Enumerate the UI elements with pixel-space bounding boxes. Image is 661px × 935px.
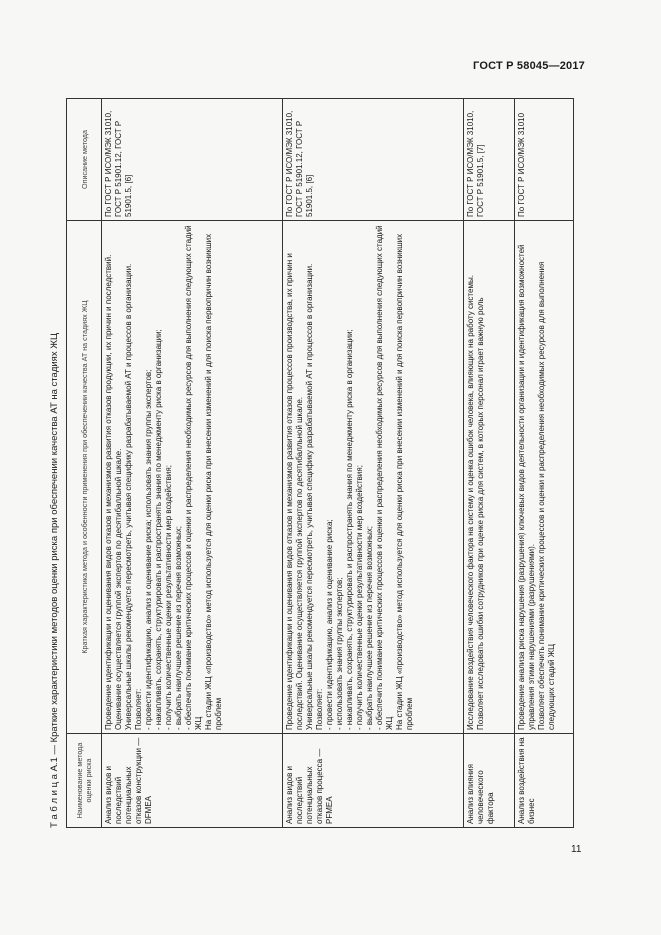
list-item: - провести идентификацию, анализ и оценивание риска; xyxy=(325,224,335,730)
table-header-row xyxy=(67,99,102,828)
method-characteristics xyxy=(464,221,515,734)
method-characteristics xyxy=(283,221,464,734)
method-characteristics xyxy=(102,221,283,734)
column-header-description: Описание метода xyxy=(67,99,102,221)
list-item: - обеспечить понимание критических процессов и оценки и распределения необходимых ресурсов для выполнения следующих стадий ЖЦ xyxy=(184,224,204,730)
method-intro: Проведение идентификации и оценивания видов отказов и механизмов развития отказов продукции, их причин и последствий. Оценивание осуществляется группой экспертов по десятибалльной шкале. xyxy=(104,254,123,730)
standard-header: ГОСТ Р 58045—2017 xyxy=(473,60,585,72)
table-row xyxy=(515,99,574,828)
method-intro: Исследование воздействия человеческого фактора на систему и оценка ошибок человека, влияющих на работу системы. xyxy=(466,275,475,730)
list-item: - накапливать, сохранять, структурировать и распространять знания по менеджменту риска в организации; xyxy=(345,224,355,730)
list-item: - получить количественные оценки результативности мер воздействия; xyxy=(164,224,174,730)
method-reference: По ГОСТ Р ИСО/МЭК 31010, ГОСТ Р 51901.12, ГОСТ Р 51901.5, [6] xyxy=(283,99,464,221)
list-item: - выбрать наилучшее решение из перечня возможных; xyxy=(365,224,375,730)
method-scale-note: Универсальные шкалы рекомендуется пересмотреть, учитывая специфику разрабатываемой АТ и процессов в организации. xyxy=(124,263,133,730)
method-reference: По ГОСТ Р ИСО/МЭК 31010 xyxy=(515,99,574,221)
method-characteristics xyxy=(515,221,574,734)
rotated-table-region xyxy=(48,98,568,828)
method-allows: Позволяет исследовать ошибки сотрудников при оценке риска для систем, в которых персонал играет важную роль xyxy=(476,297,485,730)
page-number: 11 xyxy=(571,844,582,855)
method-stage-note: На стадии ЖЦ «производство» метод используется для оценки риска при внесении изменений и для поиска первопричин возникших проблем xyxy=(204,233,223,730)
method-capabilities-list xyxy=(144,224,204,730)
method-name: Анализ влияния человеческого фактора xyxy=(464,734,515,828)
method-stage-note: На стадии ЖЦ «производство» метод используется для оценки риска при внесении изменений и для поиска первопричин возникших проблем xyxy=(395,233,414,730)
method-reference: По ГОСТ Р ИСО/МЭК 31010, ГОСТ Р 51901.5, [7] xyxy=(464,99,515,221)
table-caption: Т а б л и ц а А.1 — Краткие характеристики методов оценки риска при обеспечении качества АТ на стадиях ЖЦ xyxy=(49,332,60,828)
table-row xyxy=(464,99,515,828)
column-header-characteristics: Краткая характеристика метода и особенности применения при обеспечении качества АТ на стадиях ЖЦ xyxy=(67,221,102,734)
list-item: - обеспечить понимание критических процессов и оценки и распределения необходимых ресурсов для выполнения следующих стадий ЖЦ xyxy=(375,224,395,730)
list-item: - провести идентификацию, анализ и оценивание риска; использовать знания группы экспертов; xyxy=(144,224,154,730)
table-row xyxy=(102,99,283,828)
method-name: Анализ воздействия на бизнес xyxy=(515,734,574,828)
list-item: - использовать знания группы экспертов; xyxy=(335,224,345,730)
column-header-name: Наименование метода оценки риска xyxy=(67,734,102,828)
list-item: - получить количественные оценки результативности мер воздействия; xyxy=(355,224,365,730)
method-intro: Проведение анализа риска нарушения (разрушения) ключевых видов деятельности организации и идентификация возможностей управления этими нарушениями (разрушениями). xyxy=(517,244,536,730)
method-name: Анализ видов и последствий потенциальных отказов процесса — PFMEA xyxy=(283,734,464,828)
method-name: Анализ видов и последствий потенциальных отказов конструкции — DFMEA xyxy=(102,734,283,828)
method-allows: Позволяет: xyxy=(134,688,143,730)
list-item: - накапливать, сохранять, структурировать и распространять знания по менеджменту риска в организации; xyxy=(154,224,164,730)
method-intro: Проведение идентификации и оценивания видов отказов и механизмов развития отказов процессов производства, их причин и последствий. Оценивание осуществляется группой экспертов по десятибалльной шкале. xyxy=(285,253,304,730)
table-row xyxy=(283,99,464,828)
method-allows: Позволяет: xyxy=(315,688,324,730)
method-reference: По ГОСТ Р ИСО/МЭК 31010, ГОСТ Р 51901.12, ГОСТ Р 51901.5, [6] xyxy=(102,99,283,221)
list-item: - выбрать наилучшее решение из перечня возможных; xyxy=(174,224,184,730)
method-allows: Позволяет обеспечить понимание критических процессов и оценки и распределения необходимых ресурсов для выполнения следующих стадий ЖЦ xyxy=(537,261,556,730)
method-capabilities-list xyxy=(325,224,395,730)
methods-table xyxy=(66,98,574,828)
method-scale-note: Универсальные шкалы рекомендуется пересмотреть, учитывая специфику разрабатываемой АТ и процессов в организации. xyxy=(305,263,314,730)
